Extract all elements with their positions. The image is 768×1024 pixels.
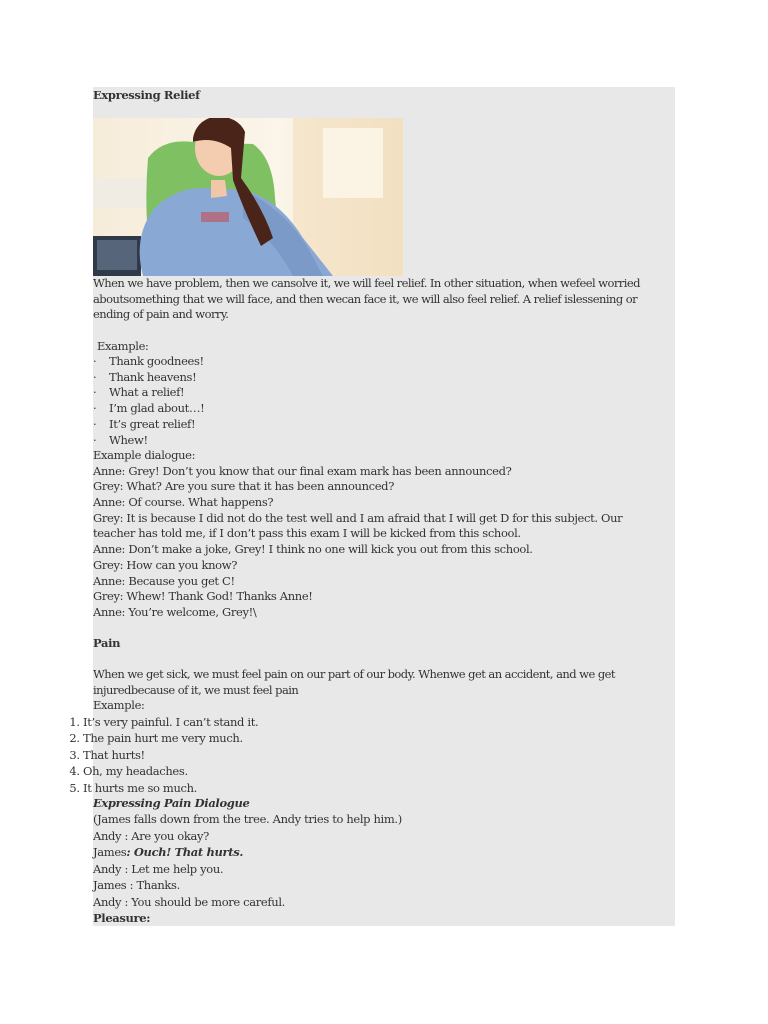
- bullet-dot: ·: [93, 354, 97, 368]
- pain-examples-list: [70, 714, 258, 796]
- pain-dialogue-line: [93, 845, 243, 861]
- relief-photo: [93, 118, 403, 276]
- bullet-dot: ·: [93, 385, 97, 399]
- relief-dialogue-line: Grey: Whew! Thank God! Thanks Anne!: [93, 589, 313, 603]
- pleasure-title: Pleasure:: [93, 911, 151, 925]
- relief-bullet-item: Thank goodnees!: [109, 354, 204, 368]
- pain-stage-direction: (James falls down from the tree. Andy tries to help him.): [93, 812, 402, 826]
- bullet-dot: ·: [93, 417, 97, 431]
- pain-title: Pain: [93, 636, 121, 650]
- pain-dialogue-line: Andy : Are you okay?: [93, 829, 209, 843]
- pain-dialogue-title: Expressing Pain Dialogue: [93, 796, 250, 810]
- relief-dialogue-heading: Example dialogue:: [93, 448, 196, 462]
- pain-intro: When we get sick, we must feel pain on our part of our body. Whenwe get an accident, and we get injuredbecause of it, we must feel pain: [93, 667, 615, 697]
- pain-list-item: 1. It’s very painful. I can’t stand it.: [83, 714, 258, 730]
- james-ouch-line: : Ouch! That hurts.: [126, 845, 243, 859]
- relief-dialogue-line: Anne: Grey! Don’t you know that our final exam mark has been announced?: [93, 464, 512, 478]
- relief-dialogue-line: Anne: Of course. What happens?: [93, 495, 274, 509]
- pain-dialogue-line: Andy : You should be more careful.: [93, 895, 285, 909]
- pain-list-item: 5. It hurts me so much.: [83, 780, 258, 796]
- bullet-dot: ·: [93, 433, 97, 447]
- relief-intro: When we have problem, then we cansolve it, we will feel relief. In other situation, when wefeel worried aboutsomething that we will face, and then wecan face it, we will also feel relief. A relief islessening or ending of pain and worry.: [93, 276, 640, 322]
- relief-dialogue-line: Anne: Because you get C!: [93, 574, 235, 588]
- relief-dialogue-line: Anne: Don’t make a joke, Grey! I think no one will kick you out from this school.: [93, 542, 533, 556]
- relief-bullet-item: It’s great relief!: [109, 417, 196, 431]
- bullet-dot: ·: [93, 370, 97, 384]
- woman-relaxing-illustration: [93, 118, 403, 276]
- relief-title: Expressing Relief: [93, 88, 200, 102]
- pain-list-item: 3. That hurts!: [83, 747, 258, 763]
- pain-dialogue-line: Andy : Let me help you.: [93, 862, 224, 876]
- pain-example-heading: Example:: [93, 698, 145, 712]
- relief-bullet-item: Whew!: [109, 433, 148, 447]
- pain-list-item: 2. The pain hurt me very much.: [83, 730, 258, 746]
- relief-example-heading: Example:: [97, 339, 149, 353]
- relief-bullet-item: What a relief!: [109, 385, 185, 399]
- speaker-james: James: [93, 845, 127, 859]
- relief-dialogue-line: Grey: What? Are you sure that it has been announced?: [93, 479, 395, 493]
- relief-dialogue-line: Grey: It is because I did not do the test well and I am afraid that I will get D for this subject. Our: [93, 511, 623, 525]
- relief-dialogue-line: teacher has told me, if I don’t pass this exam I will be kicked from this school.: [93, 526, 521, 540]
- pain-list-item: 4. Oh, my headaches.: [83, 763, 258, 779]
- relief-dialogue-line: Anne: You’re welcome, Grey!\: [93, 605, 257, 619]
- relief-bullet-item: I’m glad about…!: [109, 401, 205, 415]
- relief-bullet-item: Thank heavens!: [109, 370, 197, 384]
- bullet-dot: ·: [93, 401, 97, 415]
- relief-dialogue-line: Grey: How can you know?: [93, 558, 238, 572]
- pain-dialogue-line: James : Thanks.: [93, 878, 180, 892]
